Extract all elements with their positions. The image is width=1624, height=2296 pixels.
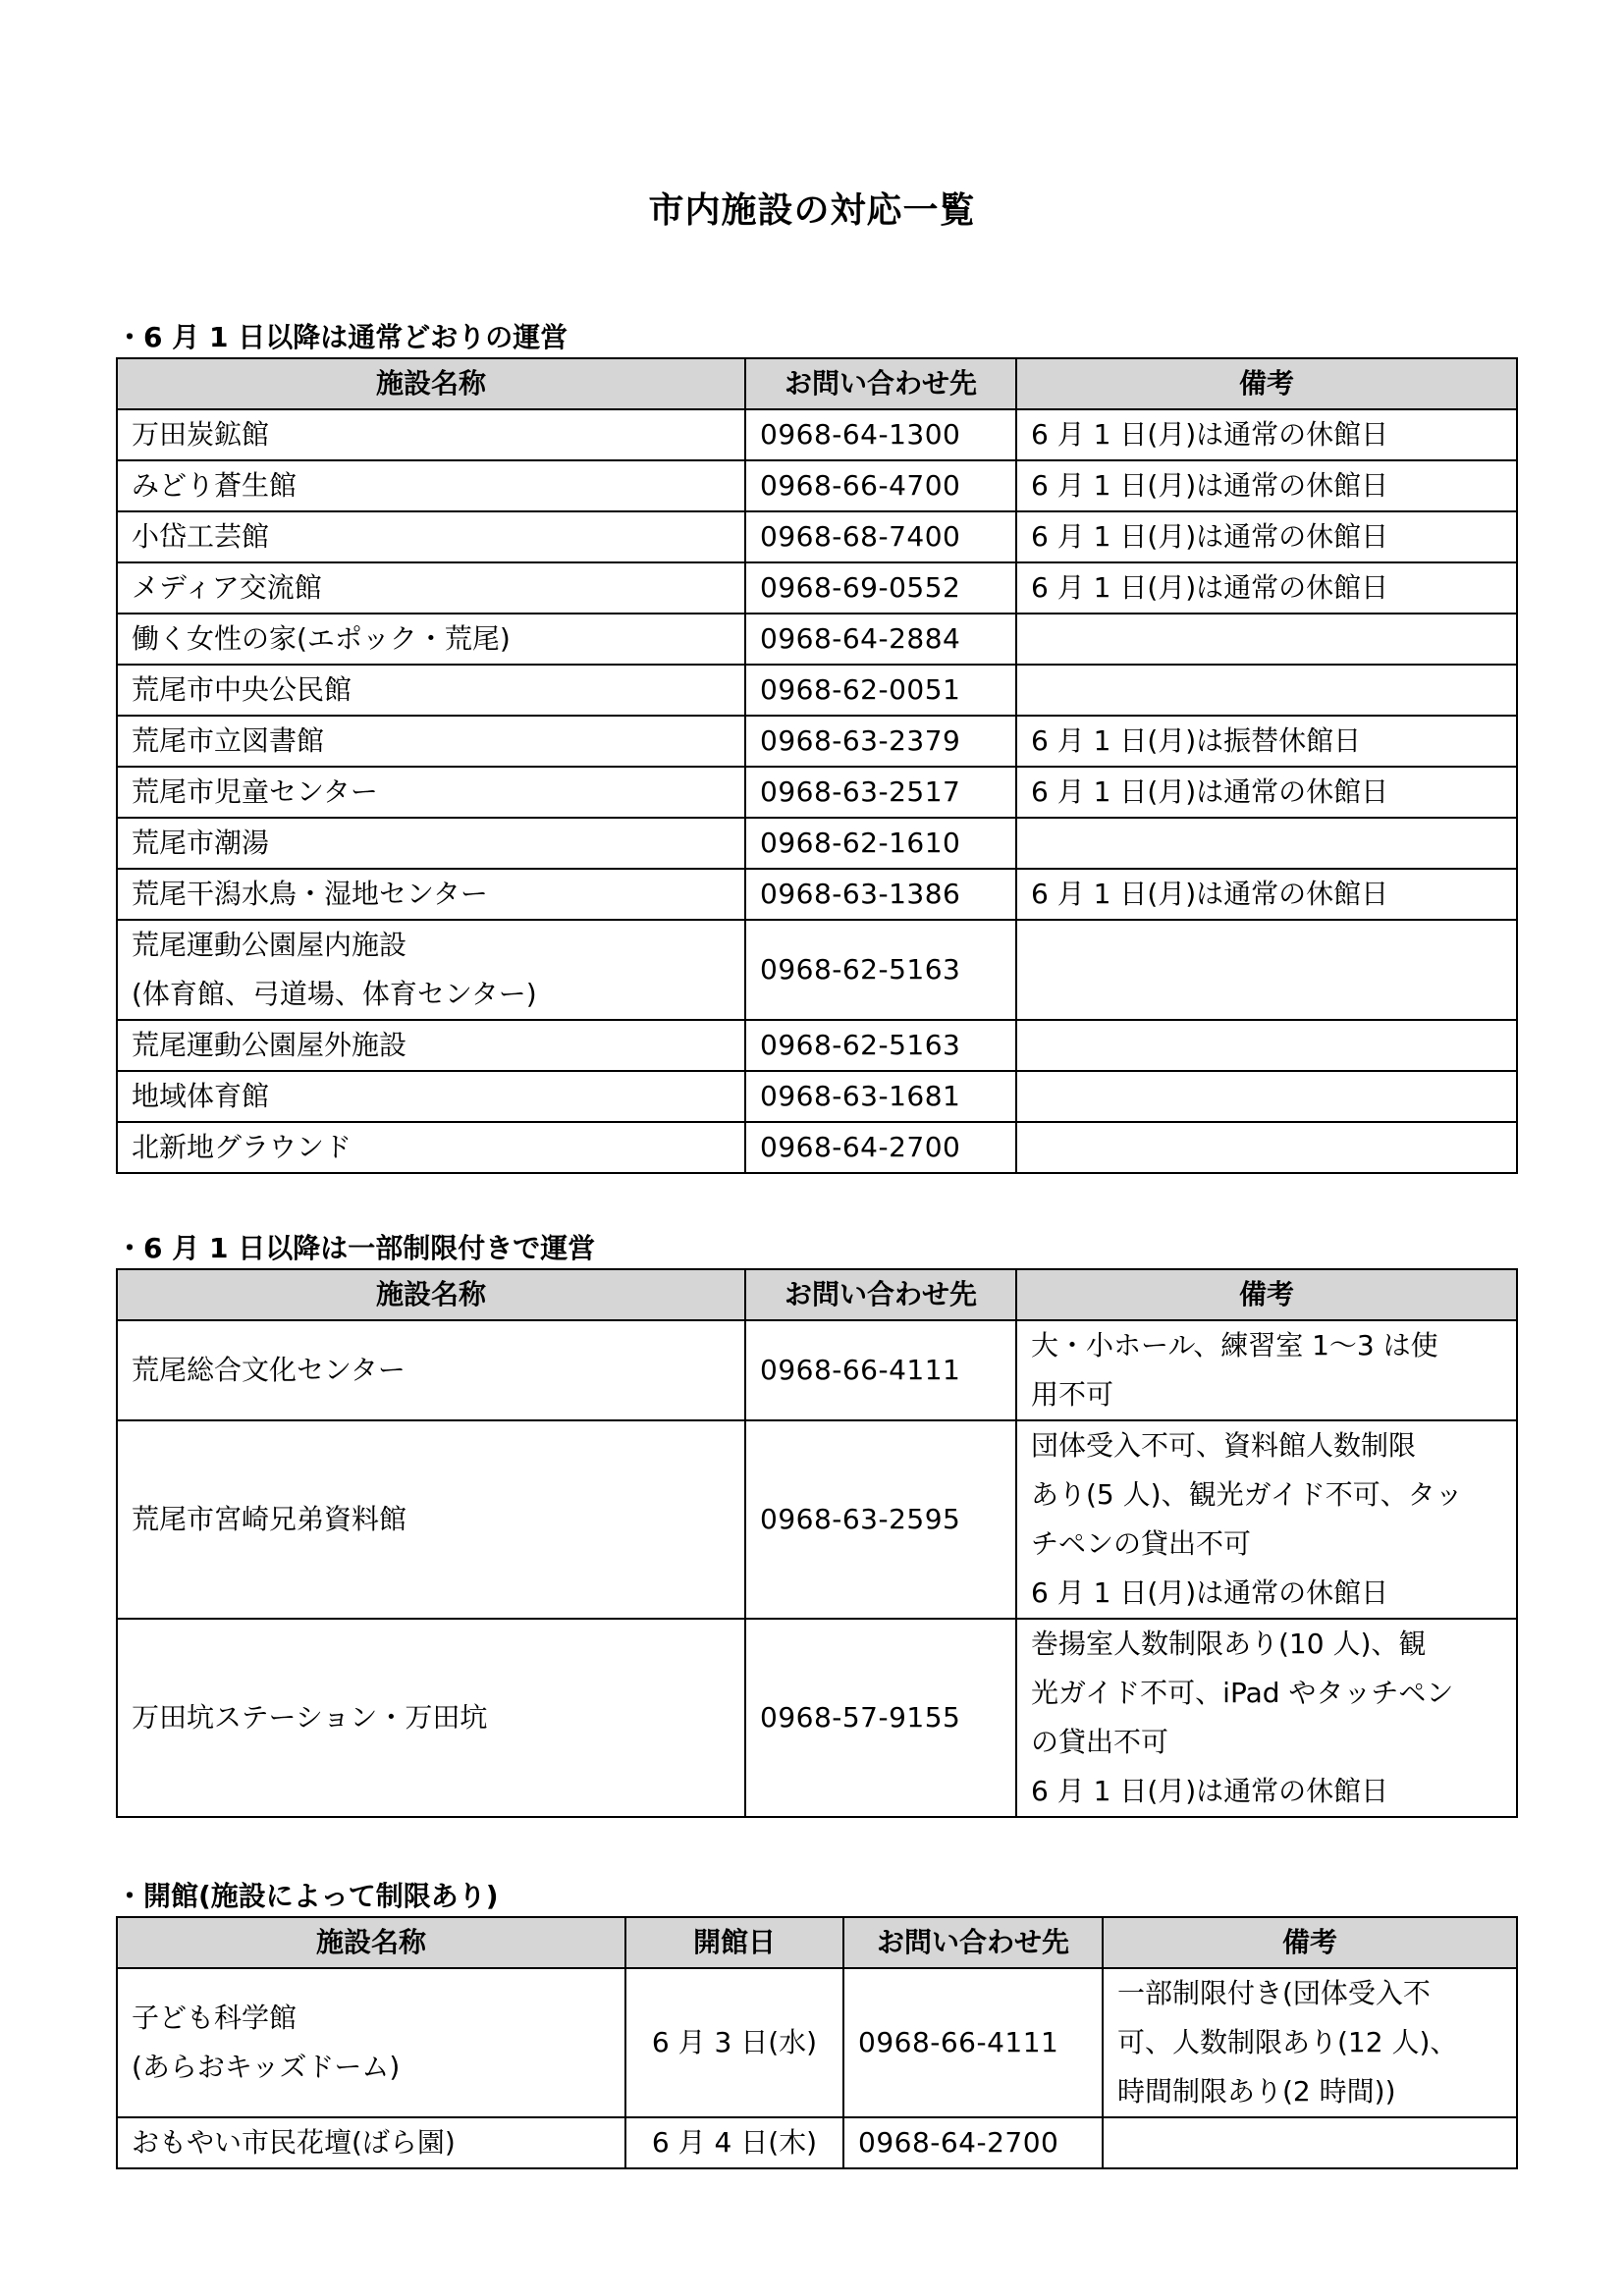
facility-name: 働く女性の家(エポック・荒尾) (117, 614, 745, 665)
phone-number: 0968-68-7400 (745, 511, 1016, 562)
remark: 6 月 1 日(月)は通常の休館日 (1016, 460, 1517, 511)
section-heading-normal-operation: ・6 月 1 日以降は通常どおりの運営 (116, 321, 568, 353)
table-row (117, 818, 1517, 869)
phone-number: 0968-66-4700 (745, 460, 1016, 511)
phone-number: 0968-64-2700 (843, 2117, 1103, 2168)
facility-name: 荒尾市宮崎兄弟資料館 (117, 1420, 745, 1619)
remark (1016, 1420, 1517, 1619)
remark (1016, 614, 1517, 665)
page-title: 市内施設の対応一覧 (648, 190, 976, 231)
facility-name-line: (あらおキッズドーム) (132, 2051, 401, 2083)
remark (1016, 818, 1517, 869)
table-normal-operation (116, 357, 1518, 1174)
facility-name-line: (体育館、弓道場、体育センター) (132, 978, 537, 1010)
header-facility-name: 施設名称 (117, 1269, 745, 1320)
phone-number: 0968-62-1610 (745, 818, 1016, 869)
table-row (117, 665, 1517, 716)
remark (1016, 1020, 1517, 1071)
facility-name: 地域体育館 (117, 1071, 745, 1122)
facility-name: 小岱工芸館 (117, 511, 745, 562)
phone-number: 0968-62-5163 (745, 920, 1016, 1020)
header-opening-date: 開館日 (625, 1917, 843, 1968)
remark-line: の貸出不可 (1031, 1726, 1169, 1758)
table-row (117, 614, 1517, 665)
remark (1103, 2117, 1517, 2168)
phone-number: 0968-62-0051 (745, 665, 1016, 716)
facility-name (117, 1968, 625, 2117)
remark-line: 6 月 1 日(月)は通常の休館日 (1031, 1775, 1389, 1807)
table-row (117, 1320, 1517, 1420)
facility-name: みどり蒼生館 (117, 460, 745, 511)
table-row (117, 1020, 1517, 1071)
header-contact: お問い合わせ先 (745, 1269, 1016, 1320)
facility-name-line: 荒尾運動公園屋内施設 (132, 929, 407, 961)
facility-name: 万田炭鉱館 (117, 409, 745, 460)
facility-name (117, 920, 745, 1020)
table-limited-operation (116, 1268, 1518, 1818)
remark (1016, 665, 1517, 716)
section-heading-opening: ・開館(施設によって制限あり) (116, 1880, 499, 1912)
table-row (117, 1968, 1517, 2117)
table-row (117, 920, 1517, 1020)
table-row (117, 1619, 1517, 1817)
phone-number: 0968-63-2379 (745, 716, 1016, 767)
facility-name: 荒尾市中央公民館 (117, 665, 745, 716)
remark-line: 一部制限付き(団体受入不 (1117, 1977, 1431, 2009)
header-remarks: 備考 (1103, 1917, 1517, 1968)
table-row (117, 1071, 1517, 1122)
facility-name: 万田坑ステーション・万田坑 (117, 1619, 745, 1817)
phone-number: 0968-63-1386 (745, 869, 1016, 920)
remark-line: 時間制限あり(2 時間)) (1117, 2075, 1396, 2108)
table-row (117, 1420, 1517, 1619)
remark: 6 月 1 日(月)は通常の休館日 (1016, 767, 1517, 818)
opening-date: 6 月 4 日(木) (625, 2117, 843, 2168)
table-row (117, 409, 1517, 460)
remark: 6 月 1 日(月)は振替休館日 (1016, 716, 1517, 767)
header-contact: お問い合わせ先 (745, 358, 1016, 409)
table-row (117, 2117, 1517, 2168)
table-row (117, 511, 1517, 562)
facility-name: おもやい市民花壇(ばら園) (117, 2117, 625, 2168)
remark-line: 巻揚室人数制限あり(10 人)、観 (1031, 1628, 1427, 1660)
phone-number: 0968-69-0552 (745, 562, 1016, 614)
table-header-row (117, 1917, 1517, 1968)
table-row (117, 767, 1517, 818)
facility-name: 荒尾市立図書館 (117, 716, 745, 767)
remark (1016, 1071, 1517, 1122)
table-row (117, 869, 1517, 920)
remark-line: 6 月 1 日(月)は通常の休館日 (1031, 1576, 1389, 1609)
facility-name: 荒尾運動公園屋外施設 (117, 1020, 745, 1071)
remark: 6 月 1 日(月)は通常の休館日 (1016, 511, 1517, 562)
phone-number: 0968-66-4111 (843, 1968, 1103, 2117)
section-heading-limited-operation: ・6 月 1 日以降は一部制限付きで運営 (116, 1232, 596, 1264)
phone-number: 0968-62-5163 (745, 1020, 1016, 1071)
facility-name: 北新地グラウンド (117, 1122, 745, 1173)
table-row (117, 562, 1517, 614)
remark-line: あり(5 人)、観光ガイド不可、タッ (1031, 1478, 1463, 1511)
table-opening (116, 1916, 1518, 2169)
table-header-row (117, 1269, 1517, 1320)
header-facility-name: 施設名称 (117, 358, 745, 409)
remark-line: チペンの貸出不可 (1031, 1527, 1252, 1560)
remark: 6 月 1 日(月)は通常の休館日 (1016, 562, 1517, 614)
facility-name-line: 子ども科学館 (132, 2002, 298, 2034)
remark (1103, 1968, 1517, 2117)
header-contact: お問い合わせ先 (843, 1917, 1103, 1968)
facility-name: メディア交流館 (117, 562, 745, 614)
facility-name: 荒尾干潟水鳥・湿地センター (117, 869, 745, 920)
facility-name: 荒尾市潮湯 (117, 818, 745, 869)
facility-name: 荒尾市児童センター (117, 767, 745, 818)
remark-line: 団体受入不可、資料館人数制限 (1031, 1429, 1417, 1462)
remark (1016, 1320, 1517, 1420)
phone-number: 0968-63-2517 (745, 767, 1016, 818)
phone-number: 0968-64-2700 (745, 1122, 1016, 1173)
table-row (117, 716, 1517, 767)
phone-number: 0968-64-2884 (745, 614, 1016, 665)
remark-line: 光ガイド不可、iPad やタッチペン (1031, 1677, 1454, 1709)
remark: 6 月 1 日(月)は通常の休館日 (1016, 869, 1517, 920)
header-facility-name: 施設名称 (117, 1917, 625, 1968)
remark-line: 用不可 (1031, 1378, 1114, 1411)
remark: 6 月 1 日(月)は通常の休館日 (1016, 409, 1517, 460)
phone-number: 0968-66-4111 (745, 1320, 1016, 1420)
table-row (117, 1122, 1517, 1173)
facility-name: 荒尾総合文化センター (117, 1320, 745, 1420)
remark (1016, 1122, 1517, 1173)
phone-number: 0968-63-1681 (745, 1071, 1016, 1122)
header-remarks: 備考 (1016, 358, 1517, 409)
phone-number: 0968-64-1300 (745, 409, 1016, 460)
table-row (117, 460, 1517, 511)
remark (1016, 920, 1517, 1020)
remark-line: 可、人数制限あり(12 人)、 (1117, 2026, 1458, 2058)
table-header-row (117, 358, 1517, 409)
phone-number: 0968-57-9155 (745, 1619, 1016, 1817)
opening-date: 6 月 3 日(水) (625, 1968, 843, 2117)
header-remarks: 備考 (1016, 1269, 1517, 1320)
remark (1016, 1619, 1517, 1817)
phone-number: 0968-63-2595 (745, 1420, 1016, 1619)
remark-line: 大・小ホール、練習室 1～3 は使 (1031, 1329, 1438, 1362)
